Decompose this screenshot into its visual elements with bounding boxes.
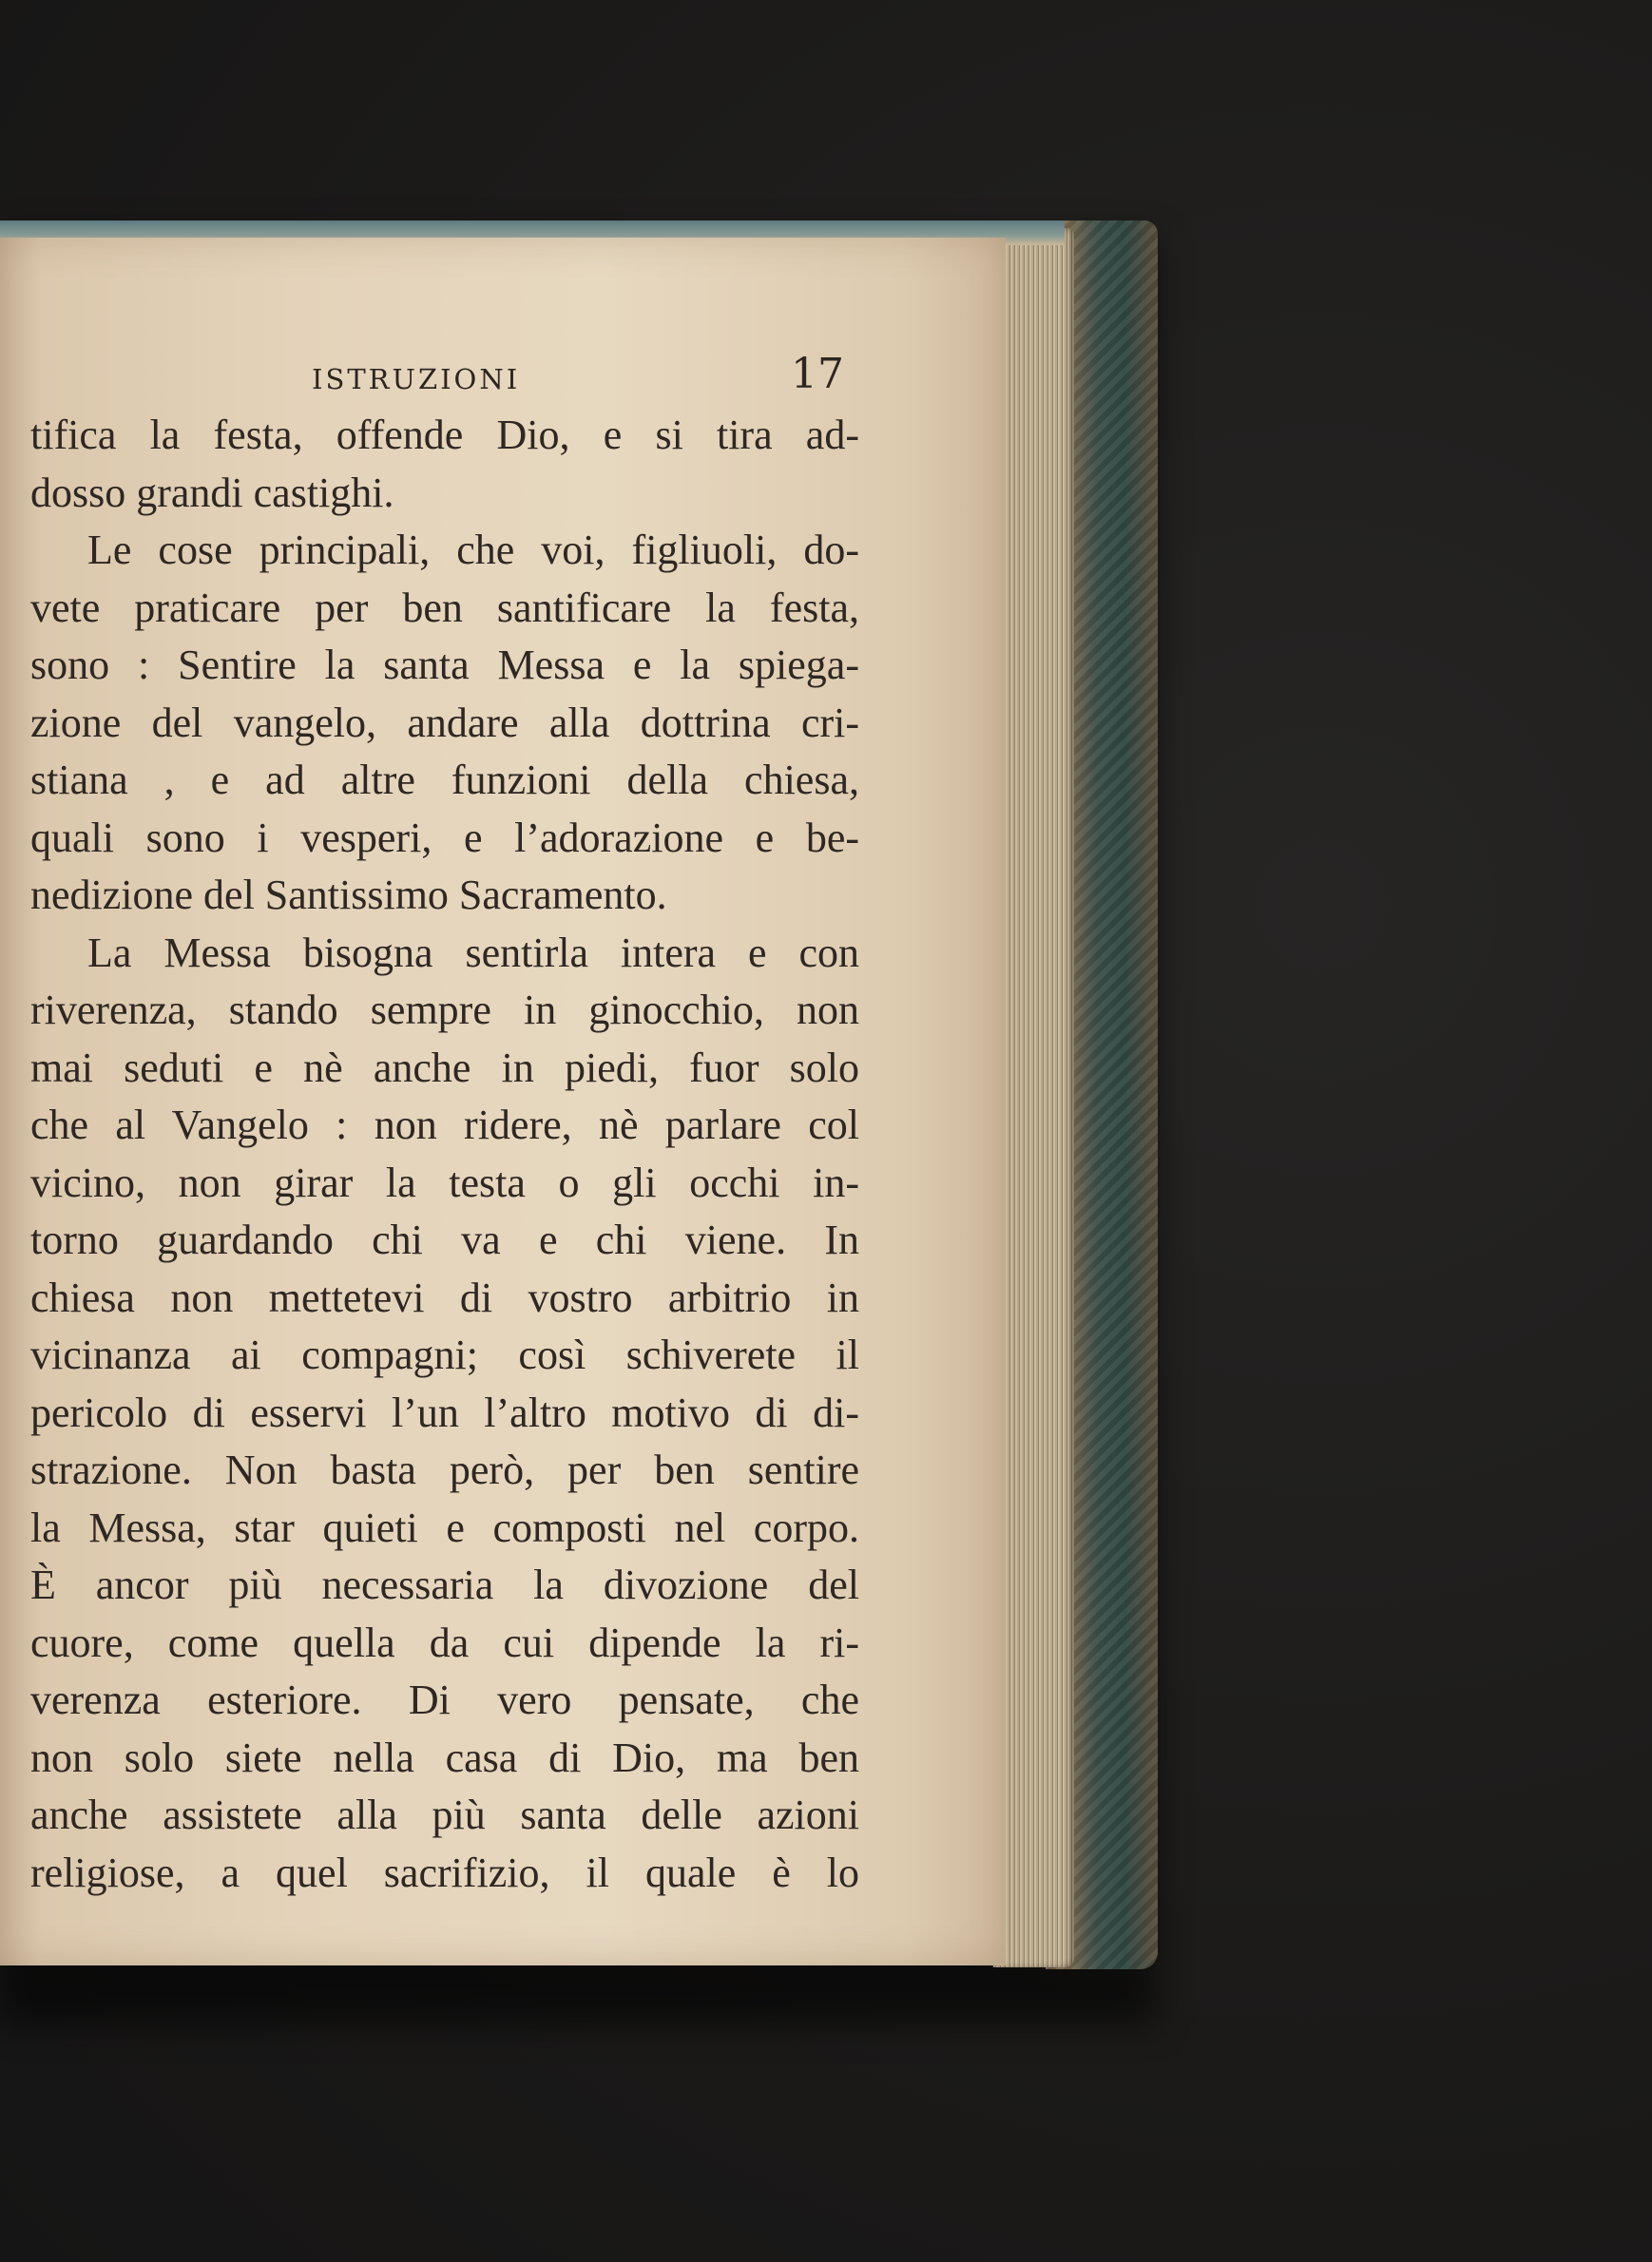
text-line: religiose, a quel sacrifizio, il quale è lo <box>30 1849 859 1896</box>
text-line: zione del vangelo, andare alla dottrina cri- <box>30 699 859 746</box>
text-line: la Messa, star quieti e composti nel corpo. <box>30 1504 859 1551</box>
text-line: che al Vangelo : non ridere, nè parlare col <box>30 1102 859 1148</box>
page-header <box>312 350 844 407</box>
text-line: torno guardando chi va e chi viene. In <box>30 1217 859 1263</box>
text-line: Le cose principali, che voi, figliuoli, do- <box>87 527 859 573</box>
text-line: È ancor più necessaria la divozione del <box>30 1562 859 1608</box>
body-text <box>30 407 859 1902</box>
text-line: La Messa bisogna sentirla intera e con <box>87 929 859 976</box>
text-line: vete praticare per ben santificare la festa, <box>30 584 859 631</box>
running-title: ISTRUZIONI <box>312 363 521 395</box>
text-line: cuore, come quella da cui dipende la ri- <box>30 1619 859 1666</box>
text-line: strazione. Non basta però, per ben sentire <box>30 1447 859 1493</box>
text-line: dosso grandi castighi. <box>30 469 394 516</box>
text-line: vicino, non girar la testa o gli occhi in- <box>30 1159 859 1206</box>
text-line: quali sono i vesperi, e l’adorazione e be- <box>30 814 859 861</box>
text-line: verenza esteriore. Di vero pensate, che <box>30 1677 859 1723</box>
text-line: chiesa non mettetevi di vostro arbitrio in <box>30 1274 859 1321</box>
text-line: pericolo di esservi l’un l’altro motivo di di- <box>30 1389 859 1436</box>
text-line: sono : Sentire la santa Messa e la spiega- <box>30 642 859 688</box>
text-line: non solo siete nella casa di Dio, ma ben <box>30 1734 859 1781</box>
text-line: riverenza, stando sempre in ginocchio, non <box>30 987 859 1033</box>
text-line: vicinanza ai compagni; così schiverete il <box>30 1332 859 1378</box>
text-line: mai seduti e nè anche in piedi, fuor solo <box>30 1044 859 1091</box>
text-line: anche assistete alla più santa delle azioni <box>30 1792 859 1838</box>
page-number: 17 <box>791 350 844 398</box>
text-line: stiana , e ad altre funzioni della chiesa, <box>30 757 859 803</box>
text-line: tifica la festa, offende Dio, e si tira ad- <box>30 412 859 458</box>
book-page <box>0 238 1006 1965</box>
text-line: nedizione del Santissimo Sacramento. <box>30 872 667 918</box>
